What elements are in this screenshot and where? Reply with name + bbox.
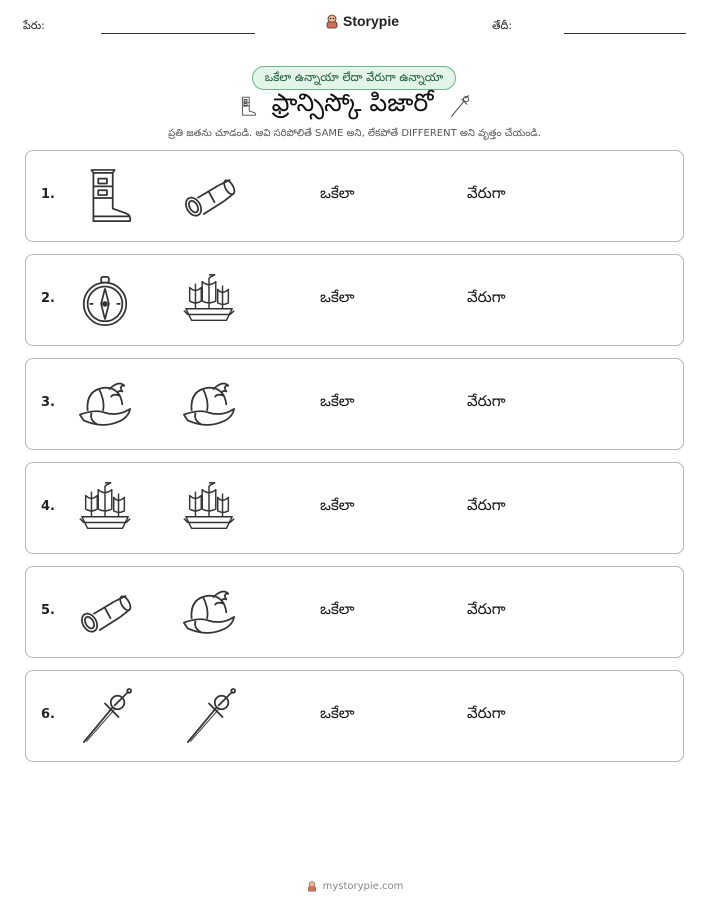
compass-icon: [76, 272, 134, 330]
question-number: 1.: [41, 187, 55, 202]
option-different[interactable]: వేరుగా: [467, 600, 506, 618]
name-line[interactable]: [101, 33, 255, 34]
worksheet-type-badge: ఒకేలా ఉన్నాయా లేదా వేరుగా ఉన్నాయా: [252, 66, 456, 90]
option-same[interactable]: ఒకేలా: [320, 496, 355, 514]
ship-icon: [180, 480, 238, 538]
helmet-icon: [76, 376, 134, 434]
option-same[interactable]: ఒకేలా: [320, 392, 355, 410]
question-row-3: [25, 358, 684, 450]
ship-icon: [180, 272, 238, 330]
question-number: 4.: [41, 499, 55, 514]
helmet-icon: [180, 376, 238, 434]
option-different[interactable]: వేరుగా: [467, 288, 506, 306]
spyglass-icon: [76, 584, 134, 642]
instructions-text: ప్రతి జతను చూడండి. అవి సరిపోలితే SAME అని, లేకపోతే DIFFERENT అని వృత్తం చేయండి.: [168, 128, 541, 139]
date-label: తేదీ:: [492, 19, 513, 32]
question-row-6: [25, 670, 684, 762]
ship-icon: [76, 480, 134, 538]
boot-icon: [76, 168, 134, 226]
sword-icon: [180, 688, 238, 746]
title-row: [0, 86, 709, 126]
storypie-mascot-icon: [324, 13, 340, 29]
storypie-mascot-icon: [306, 880, 318, 892]
option-same[interactable]: ఒకేలా: [320, 288, 355, 306]
question-row-1: [25, 150, 684, 242]
brand-logo: [324, 13, 399, 29]
question-number: 3.: [41, 395, 55, 410]
footer: [0, 880, 709, 892]
question-row-2: [25, 254, 684, 346]
question-number: 6.: [41, 707, 55, 722]
sword-icon: [76, 688, 134, 746]
name-label: పేరు:: [23, 19, 45, 32]
option-same[interactable]: ఒకేలా: [320, 184, 355, 202]
spyglass-icon: [180, 168, 238, 226]
option-different[interactable]: వేరుగా: [467, 184, 506, 202]
question-row-4: [25, 462, 684, 554]
option-different[interactable]: వేరుగా: [467, 496, 506, 514]
option-same[interactable]: ఒకేలా: [320, 600, 355, 618]
option-different[interactable]: వేరుగా: [467, 704, 506, 722]
question-row-5: [25, 566, 684, 658]
question-number: 2.: [41, 291, 55, 306]
question-number: 5.: [41, 603, 55, 618]
brand-name: Storypie: [343, 13, 400, 29]
boot-icon: [236, 92, 258, 120]
footer-url[interactable]: mystorypie.com: [322, 880, 404, 892]
page-title: ఫ్రాన్సిస్కో పిజారో: [271, 88, 434, 117]
option-different[interactable]: వేరుగా: [467, 392, 506, 410]
helmet-icon: [180, 584, 238, 642]
option-same[interactable]: ఒకేలా: [320, 704, 355, 722]
date-line[interactable]: [564, 33, 686, 34]
sword-icon: [447, 90, 473, 122]
